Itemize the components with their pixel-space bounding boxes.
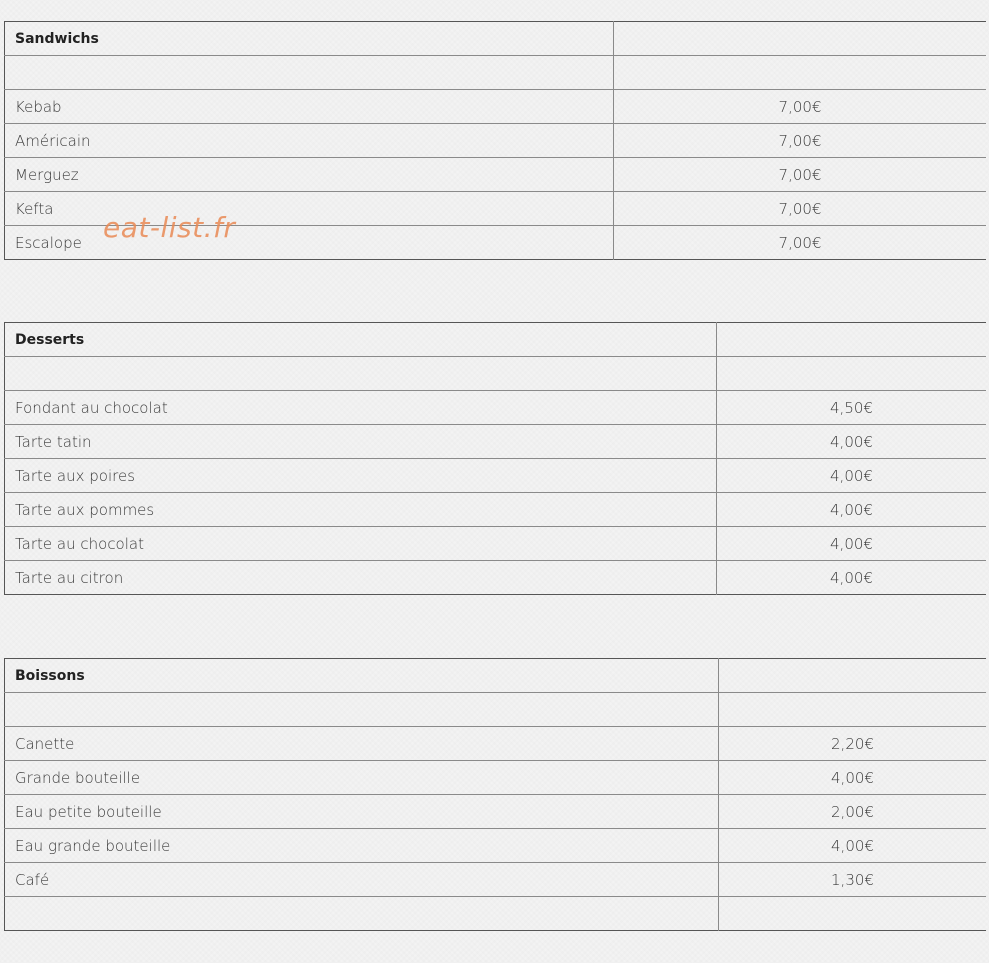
- item-price: 4,00€: [717, 527, 987, 561]
- item-name: Merguez: [5, 158, 614, 192]
- item-name: Américain: [5, 124, 614, 158]
- table-row: [5, 795, 987, 829]
- table-row: [5, 459, 987, 493]
- item-price: 4,50€: [717, 391, 987, 425]
- empty-cell: [719, 659, 987, 693]
- item-name: Tarte au citron: [15, 568, 124, 587]
- item-name: Grande bouteille: [5, 761, 719, 795]
- item-price: 4,00€: [717, 561, 987, 595]
- empty-row: [5, 897, 987, 931]
- table-row: [5, 158, 987, 192]
- table-row: [5, 90, 987, 124]
- boissons-table: [4, 658, 986, 931]
- empty-cell: [717, 357, 987, 391]
- table-row: [5, 493, 987, 527]
- table-row: [5, 527, 987, 561]
- item-price: 7,00€: [614, 226, 987, 260]
- item-price: 4,00€: [717, 459, 987, 493]
- empty-cell: [614, 56, 987, 90]
- table-row: [5, 124, 987, 158]
- item-name: Kefta: [5, 192, 614, 226]
- item-price: 2,00€: [719, 795, 987, 829]
- item-name: Eau grande bouteille: [5, 829, 719, 863]
- empty-cell: [5, 56, 614, 90]
- empty-cell: [5, 693, 719, 727]
- empty-cell: [614, 22, 987, 56]
- table-row: [5, 863, 987, 897]
- empty-cell: [5, 357, 717, 391]
- item-name: Eau petite bouteille: [5, 795, 719, 829]
- table-row: [5, 561, 987, 595]
- table-row: [5, 727, 987, 761]
- empty-row: [5, 693, 987, 727]
- empty-cell: [719, 897, 987, 931]
- item-price: 4,00€: [717, 493, 987, 527]
- empty-cell: [719, 693, 987, 727]
- section-title: Sandwichs: [5, 22, 614, 56]
- item-price: 4,00€: [717, 425, 987, 459]
- empty-row: [5, 56, 987, 90]
- table-row: [5, 391, 987, 425]
- empty-cell: [717, 323, 987, 357]
- empty-cell: [5, 897, 719, 931]
- item-price: 2,20€: [719, 727, 987, 761]
- item-price: 7,00€: [614, 90, 987, 124]
- section-header-row: [5, 659, 987, 693]
- item-name: Fondant au chocolat: [5, 391, 717, 425]
- item-name: Tarte au chocolat: [5, 527, 717, 561]
- item-price: 4,00€: [719, 761, 987, 795]
- item-price: 7,00€: [614, 124, 987, 158]
- item-name: Tarte tatin: [5, 425, 717, 459]
- table-row: [5, 425, 987, 459]
- section-header-row: [5, 22, 987, 56]
- table-row: [5, 761, 987, 795]
- item-price: 4,00€: [719, 829, 987, 863]
- item-price: 1,30€: [719, 863, 987, 897]
- item-price: 7,00€: [614, 158, 987, 192]
- section-title: Desserts: [5, 323, 717, 357]
- item-name: Canette: [5, 727, 719, 761]
- empty-row: [5, 357, 987, 391]
- item-price: 7,00€: [614, 192, 987, 226]
- item-name: Tarte aux poires: [5, 459, 717, 493]
- item-name: Tarte aux pommes: [5, 493, 717, 527]
- watermark-text: eat-list.fr: [103, 211, 236, 244]
- desserts-table: [4, 322, 986, 595]
- section-title: Boissons: [5, 659, 719, 693]
- item-name: Café: [5, 863, 719, 897]
- table-row: [5, 829, 987, 863]
- item-name: Escalope: [15, 233, 82, 252]
- section-header-row: [5, 323, 987, 357]
- item-name: Kebab: [5, 90, 614, 124]
